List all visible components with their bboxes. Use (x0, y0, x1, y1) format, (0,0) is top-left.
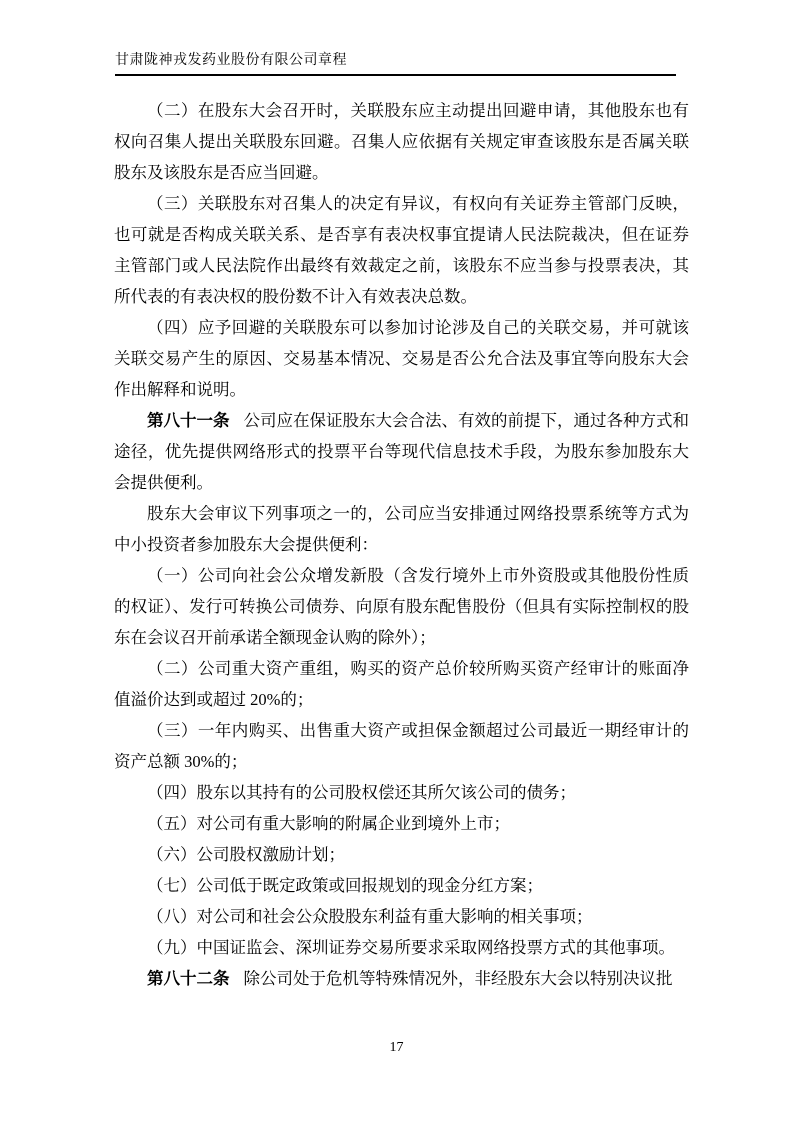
paragraph (114, 312, 689, 405)
running-header-title: 甘肃陇神戎发药业股份有限公司章程 (115, 52, 676, 76)
list-item (114, 715, 689, 777)
list-item (114, 901, 689, 932)
article-number: 第八十一条 (147, 411, 230, 430)
paragraph-text: （九）中国证监会、深圳证券交易所要求采取网络投票方式的其他事项。 (147, 938, 675, 957)
list-item (114, 808, 689, 839)
list-item (114, 870, 689, 901)
list-item (114, 839, 689, 870)
paragraph (114, 498, 689, 560)
paragraph-text: （二）在股东大会召开时，关联股东应主动提出回避申请，其他股东也有权向召集人提出关联股东回避。召集人应依据有关规定审查该股东是否属关联股东及该股东是否应当回避。 (114, 101, 689, 182)
document-body (114, 95, 689, 994)
paragraph-text: （七）公司低于既定政策或回报规划的现金分红方案； (147, 876, 543, 895)
article-number: 第八十二条 (147, 969, 230, 988)
list-item (114, 653, 689, 715)
paragraph-text: 公司应在保证股东大会合法、有效的前提下，通过各种方式和途径，优先提供网络形式的投票平台等现代信息技术手段，为股东参加股东大会提供便利。 (114, 411, 690, 492)
paragraph-article (114, 963, 689, 994)
paragraph-article (114, 405, 689, 498)
list-item (114, 560, 689, 653)
page-number: 17 (389, 1040, 404, 1055)
paragraph-text: 除公司处于危机等特殊情况外，非经股东大会以特别决议批 (243, 969, 673, 988)
paragraph-text: （一）公司向社会公众增发新股（含发行境外上市外资股或其他股份性质的权证）、发行可转换公司债券、向原有股东配售股份（但具有实际控制权的股东在会议召开前承诺全额现金认购的除外）； (114, 566, 689, 647)
paragraph-text: （五）对公司有重大影响的附属企业到境外上市； (147, 814, 510, 833)
paragraph-text: （三）一年内购买、出售重大资产或担保金额超过公司最近一期经审计的资产总额 30%的； (114, 721, 689, 771)
paragraph-text: （四）股东以其持有的公司股权偿还其所欠该公司的债务； (147, 783, 576, 802)
paragraph-text: （六）公司股权激励计划； (147, 845, 345, 864)
paragraph-text: （四）应予回避的关联股东可以参加讨论涉及自己的关联交易，并可就该关联交易产生的原因、交易基本情况、交易是否公允合法及事宜等向股东大会作出解释和说明。 (114, 318, 689, 399)
list-item (114, 777, 689, 808)
list-item (114, 932, 689, 963)
paragraph-text: （二）公司重大资产重组，购买的资产总价较所购买资产经审计的账面净值溢价达到或超过 20%的； (114, 659, 689, 709)
paragraph (114, 188, 689, 312)
paragraph (114, 95, 689, 188)
paragraph-text: （三）关联股东对召集人的决定有异议，有权向有关证券主管部门反映，也可就是否构成关联关系、是否享有表决权事宜提请人民法院裁决，但在证券主管部门或人民法院作出最终有效裁定之前，该股东不应当参与投票表决，其所代表的有表决权的股份数不计入有效表决总数。 (114, 194, 689, 306)
paragraph-text: 股东大会审议下列事项之一的，公司应当安排通过网络投票系统等方式为中小投资者参加股东大会提供便利： (114, 504, 689, 554)
paragraph-text: （八）对公司和社会公众股股东利益有重大影响的相关事项； (147, 907, 593, 926)
